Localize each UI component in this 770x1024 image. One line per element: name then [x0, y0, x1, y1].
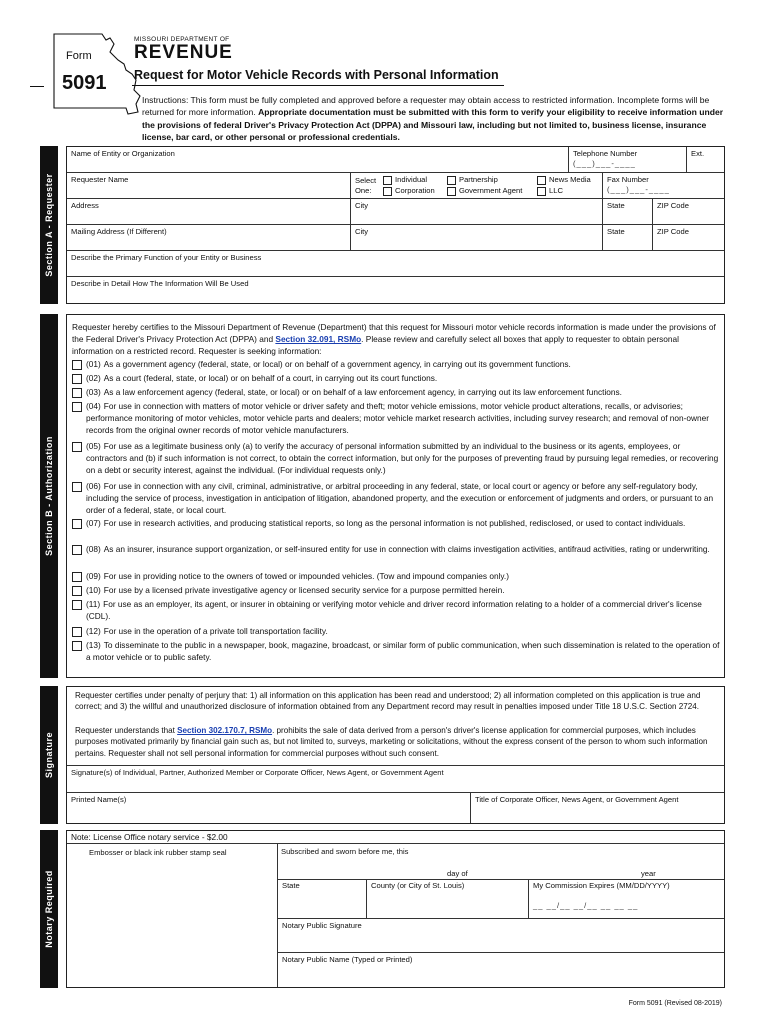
department-name: MISSOURI DEPARTMENT OF	[134, 36, 230, 43]
section-a-label: Section A - Requester	[44, 173, 54, 277]
authorization-item[interactable]	[72, 359, 722, 371]
ext-label: Ext.	[691, 149, 705, 158]
checkbox[interactable]	[537, 187, 546, 196]
checkbox[interactable]	[72, 627, 82, 637]
entity-name-label: Name of Entity or Organization	[71, 149, 175, 158]
checkbox[interactable]	[72, 442, 82, 452]
city-field[interactable]	[351, 199, 603, 225]
mailing-zip-field[interactable]	[653, 225, 724, 251]
authorization-item-description: As a court (federal, state, or local) or on behalf of a court, in carrying out its court functions.	[103, 373, 438, 383]
section-a-band	[40, 146, 58, 304]
checkbox[interactable]	[447, 187, 456, 196]
authorization-item-text	[72, 481, 722, 516]
requester-name-field[interactable]	[67, 173, 351, 199]
section-a-box	[66, 146, 725, 304]
checkbox[interactable]	[72, 402, 82, 412]
checkbox[interactable]	[72, 586, 82, 596]
authorization-item-number: (08)	[86, 544, 101, 554]
zip-field[interactable]	[653, 199, 724, 225]
authorization-intro	[72, 322, 716, 357]
notary-state-label: State	[282, 881, 300, 890]
authorization-item-text	[72, 585, 722, 597]
authorization-item-description: For use in research activities, and producing statistical reports, so long as the personal information is not published, redisclosed, or used to contact individuals.	[103, 518, 686, 528]
notary-box	[66, 830, 725, 988]
printed-name-field[interactable]	[67, 793, 471, 823]
authorization-item[interactable]	[72, 544, 722, 556]
authorization-item-number: (04)	[86, 401, 101, 411]
header-tick	[30, 86, 44, 87]
authorization-item[interactable]	[72, 599, 722, 623]
instructions-bold: Appropriate documentation must be submitted with this form to verify your eligibility to receive information under the provisions of federal Driver's Privacy Protection Act (DPPA) and Missouri law, including but not limited to, business license, insurance license, bar card, or other personal or professional credentials.	[142, 107, 724, 142]
authorization-item-number: (13)	[86, 640, 101, 650]
authorization-item-description: For use in connection with matters of motor vehicle or driver safety and theft; motor vehicle emissions, motor vehicle product alterations, recalls, or advisories; performance monitoring of motor vehicles, motor vehicle parts and dealers; motor vehicle market research activities, including survey research; and removal of non-owner records from the original owner records of motor vehicle manufacturers.	[86, 401, 710, 435]
officer-title-field[interactable]	[471, 793, 724, 823]
authorization-item[interactable]	[72, 585, 722, 597]
option-label: News Media	[549, 175, 591, 184]
checkbox[interactable]	[72, 600, 82, 610]
address-label: Address	[71, 201, 99, 210]
address-field[interactable]	[67, 199, 351, 225]
state-label: State	[607, 227, 625, 236]
option-label: Corporation	[395, 186, 435, 195]
option-corporation[interactable]	[383, 186, 435, 196]
checkbox[interactable]	[383, 176, 392, 185]
form-revision-footer: Form 5091 (Revised 08-2019)	[628, 1000, 722, 1007]
zip-label: ZIP Code	[657, 201, 689, 210]
authorization-item-text	[72, 401, 722, 436]
commercial-use-text-continued: . prohibits the sale of data derived from a person's driver's license application for commercial purposes, which includes purposes motivated primarily by financial gain such as, but not limited to, surveys, marketing or solicitations, without the express consent of the person to whom such information pertains. Requester shall not sell personal information for commercial purposes without such consent.	[75, 726, 708, 758]
authorization-item-number: (09)	[86, 571, 101, 581]
authorization-item[interactable]	[72, 571, 722, 583]
detail-use-label: Describe in Detail How The Information Will Be Used	[71, 279, 249, 288]
form-number: 5091	[62, 72, 107, 94]
checkbox[interactable]	[72, 572, 82, 582]
checkbox[interactable]	[537, 176, 546, 185]
commission-expires-field[interactable]	[529, 879, 724, 919]
section-302-170-7-link[interactable]: Section 302.170.7, RSMo	[177, 726, 273, 735]
primary-function-label: Describe the Primary Function of your Entity or Business	[71, 253, 262, 262]
checkbox[interactable]	[72, 545, 82, 555]
select-one-label: Select One:	[355, 176, 377, 195]
section-b-label: Section B - Authorization	[44, 436, 54, 556]
title-divider	[132, 85, 504, 86]
city-label: City	[355, 201, 369, 210]
fax-mask: (___)___-____	[607, 185, 670, 194]
authorization-item[interactable]	[72, 441, 722, 476]
option-government-agent[interactable]	[447, 186, 522, 196]
city-label: City	[355, 227, 369, 236]
authorization-item-text	[72, 387, 722, 399]
authorization-item-text	[72, 571, 722, 583]
authorization-item-text	[72, 441, 722, 476]
notary-signature-field[interactable]	[277, 919, 724, 953]
commercial-use-statement	[75, 725, 717, 759]
checkbox[interactable]	[72, 374, 82, 384]
mailing-address-field[interactable]	[67, 225, 351, 251]
authorization-item-text	[72, 373, 722, 385]
authorization-item-description: For use by a licensed private investigative agency or licensed security service for a purpose permitted herein.	[103, 585, 505, 595]
authorization-item-description: As a government agency (federal, state, or local) or on behalf of a government agency, in carrying out its government functions.	[103, 359, 571, 369]
authorization-item-description: For use in providing notice to the owners of towed or impounded vehicles. (Tow and impound companies only.)	[103, 571, 509, 581]
divider	[67, 843, 724, 844]
notary-fee-note: Note: License Office notary service - $2.00	[71, 832, 228, 842]
authorization-item-number: (12)	[86, 626, 101, 636]
authorization-item[interactable]	[72, 481, 722, 516]
section-b-band	[40, 314, 58, 678]
authorization-item-description: For use as a legitimate business only (a) to verify the accuracy of personal information submitted by an individual to the business or its agents, employees, or contractors and (b) if such information is not correct, to obtain the correct information, but only for the purposes of preventing fraud by pursuing legal remedies, or recovering on a debt or security interest, against the individual. (For individual requests only.)	[86, 441, 719, 475]
revenue-logo: REVENUE	[134, 42, 233, 63]
checkbox[interactable]	[72, 388, 82, 398]
checkbox[interactable]	[72, 519, 82, 529]
checkbox[interactable]	[447, 176, 456, 185]
notary-state-field[interactable]	[277, 879, 367, 919]
commission-expires-label: My Commission Expires (MM/DD/YYYY)	[533, 881, 670, 890]
authorization-item[interactable]	[72, 387, 722, 399]
option-label: Individual	[395, 175, 428, 184]
commercial-use-text: Requester understands that	[75, 726, 178, 735]
notary-name-label: Notary Public Name (Typed or Printed)	[282, 955, 413, 964]
form-label: Form	[66, 50, 92, 62]
authorization-item-number: (01)	[86, 359, 101, 369]
authorization-item[interactable]	[72, 640, 722, 664]
signature-band	[40, 686, 58, 824]
commission-date-mask: __ __/__ __/__ __ __ __	[533, 901, 639, 910]
mailing-state-field[interactable]	[603, 225, 653, 251]
intro-text-continued: . Please review and carefully select all boxes that apply to requester to obtain personal information on a restricted record. Requester is seeking information:	[72, 333, 679, 356]
instructions	[142, 94, 728, 143]
notary-label: Notary Required	[44, 870, 54, 948]
state-label: State	[607, 201, 625, 210]
entity-type-group	[351, 173, 603, 199]
signatures-field[interactable]	[67, 765, 724, 793]
signature-label: Signature	[44, 731, 54, 779]
entity-name-field[interactable]	[67, 147, 569, 173]
signature-box	[66, 686, 725, 824]
option-label: Partnership	[459, 175, 498, 184]
detail-use-field[interactable]	[67, 277, 724, 303]
mailing-address-label: Mailing Address (If Different)	[71, 227, 167, 236]
authorization-item[interactable]	[72, 626, 722, 638]
year-label: year	[641, 869, 656, 878]
authorization-item[interactable]	[72, 401, 722, 436]
embosser-seal-area: Embosser or black ink rubber stamp seal	[89, 848, 227, 857]
primary-function-field[interactable]	[67, 251, 724, 277]
authorization-item-text	[72, 359, 722, 371]
fax-label: Fax Number	[607, 175, 649, 184]
authorization-item-text	[72, 640, 722, 664]
authorization-item[interactable]	[72, 518, 722, 530]
form-title: Request for Motor Vehicle Records with Personal Information	[134, 68, 499, 82]
authorization-item-text	[72, 544, 722, 556]
option-individual[interactable]	[383, 175, 427, 185]
authorization-item-number: (11)	[86, 599, 101, 609]
requester-name-label: Requester Name	[71, 175, 129, 184]
checkbox[interactable]	[72, 360, 82, 370]
checkbox[interactable]	[72, 641, 82, 651]
ext-field[interactable]	[687, 147, 724, 173]
state-field[interactable]	[603, 199, 653, 225]
telephone-label: Telephone Number	[573, 149, 638, 158]
authorization-item-number: (06)	[86, 481, 101, 491]
authorization-item-text	[72, 626, 722, 638]
telephone-field[interactable]	[569, 147, 687, 173]
signatures-label: Signature(s) of Individual, Partner, Authorized Member or Corporate Officer, News Agent, or Government Agent	[71, 768, 444, 777]
option-label: Government Agent	[459, 186, 523, 195]
option-news-media[interactable]	[537, 175, 591, 185]
fax-field[interactable]	[603, 173, 724, 199]
notary-signature-label: Notary Public Signature	[282, 921, 362, 930]
printed-name-label: Printed Name(s)	[71, 795, 127, 804]
authorization-item-description: For use as an employer, its agent, or insurer in obtaining or verifying motor vehicle and driver record information relating to a holder of a commercial driver's license (CDL).	[86, 599, 702, 621]
subscribed-label: Subscribed and sworn before me, this	[281, 847, 409, 856]
perjury-statement: Requester certifies under penalty of perjury that: 1) all information on this application has been read and understood; 2) all information completed on this application is true and correct; and 3) the willful and unauthorized disclosure of information obtained from any Department record may result in penalties imposed under Title 18 U.S.C. Section 2724.	[75, 691, 701, 712]
authorization-item-description: As a law enforcement agency (federal, state, or local) or on behalf of a law enforcement agency, in carrying out its law enforcement functions.	[103, 387, 622, 397]
county-label: County (or City of St. Louis)	[371, 881, 465, 890]
intro-text: Requester hereby certifies to the Missouri Department of Revenue (Department) that this request for Missouri motor vehicle records information is made under the provisions of the Federal Driver's Privacy Protection Act (DPPA) and	[72, 322, 716, 344]
zip-label: ZIP Code	[657, 227, 689, 236]
authorization-item-text	[72, 518, 722, 530]
authorization-item-description: As an insurer, insurance support organization, or self-insured entity for use in connection with claims investigation activities, antifraud activities, rating or underwriting.	[103, 544, 710, 554]
notary-band	[40, 830, 58, 988]
authorization-item-text	[72, 599, 722, 623]
county-field[interactable]	[367, 879, 529, 919]
authorization-item-number: (10)	[86, 585, 101, 595]
instructions-text: Instructions: This form must be fully completed and approved before a requester may obtain access to restricted information. Incomplete forms will be returned for more information.	[142, 95, 710, 118]
telephone-mask: (___)___-____	[573, 159, 636, 168]
authorization-item[interactable]	[72, 373, 722, 385]
authorization-item-number: (02)	[86, 373, 101, 383]
authorization-item-number: (07)	[86, 518, 101, 528]
checkbox[interactable]	[383, 187, 392, 196]
notary-name-field[interactable]	[277, 953, 724, 987]
option-llc[interactable]	[537, 186, 563, 196]
authorization-item-number: (03)	[86, 387, 101, 397]
day-of-label: day of	[447, 869, 468, 878]
option-label: LLC	[549, 186, 563, 195]
section-32-091-link[interactable]: Section 32.091, RSMo	[275, 333, 362, 344]
mailing-city-field[interactable]	[351, 225, 603, 251]
authorization-item-description: To disseminate to the public in a newspaper, book, magazine, broadcast, or similar form of public communication, when such dissemination is related to the operation of a motor vehicle or to public safety.	[86, 640, 720, 662]
authorization-item-description: For use in the operation of a private toll transportation facility.	[103, 626, 328, 636]
authorization-item-description: For use in connection with any civil, criminal, administrative, or arbitral proceeding in any federal, state, or local court or agency or before any self-regulatory body, including the service of process, investigation in anticipation of litigation, abandoned property, and the execution or enforcement of judgments and orders, or pursuant to an order of a federal, state, or local court.	[86, 481, 714, 515]
officer-title-label: Title of Corporate Officer, News Agent, or Government Agent	[475, 795, 679, 804]
option-partnership[interactable]	[447, 175, 498, 185]
authorization-item-number: (05)	[86, 441, 101, 451]
checkbox[interactable]	[72, 482, 82, 492]
